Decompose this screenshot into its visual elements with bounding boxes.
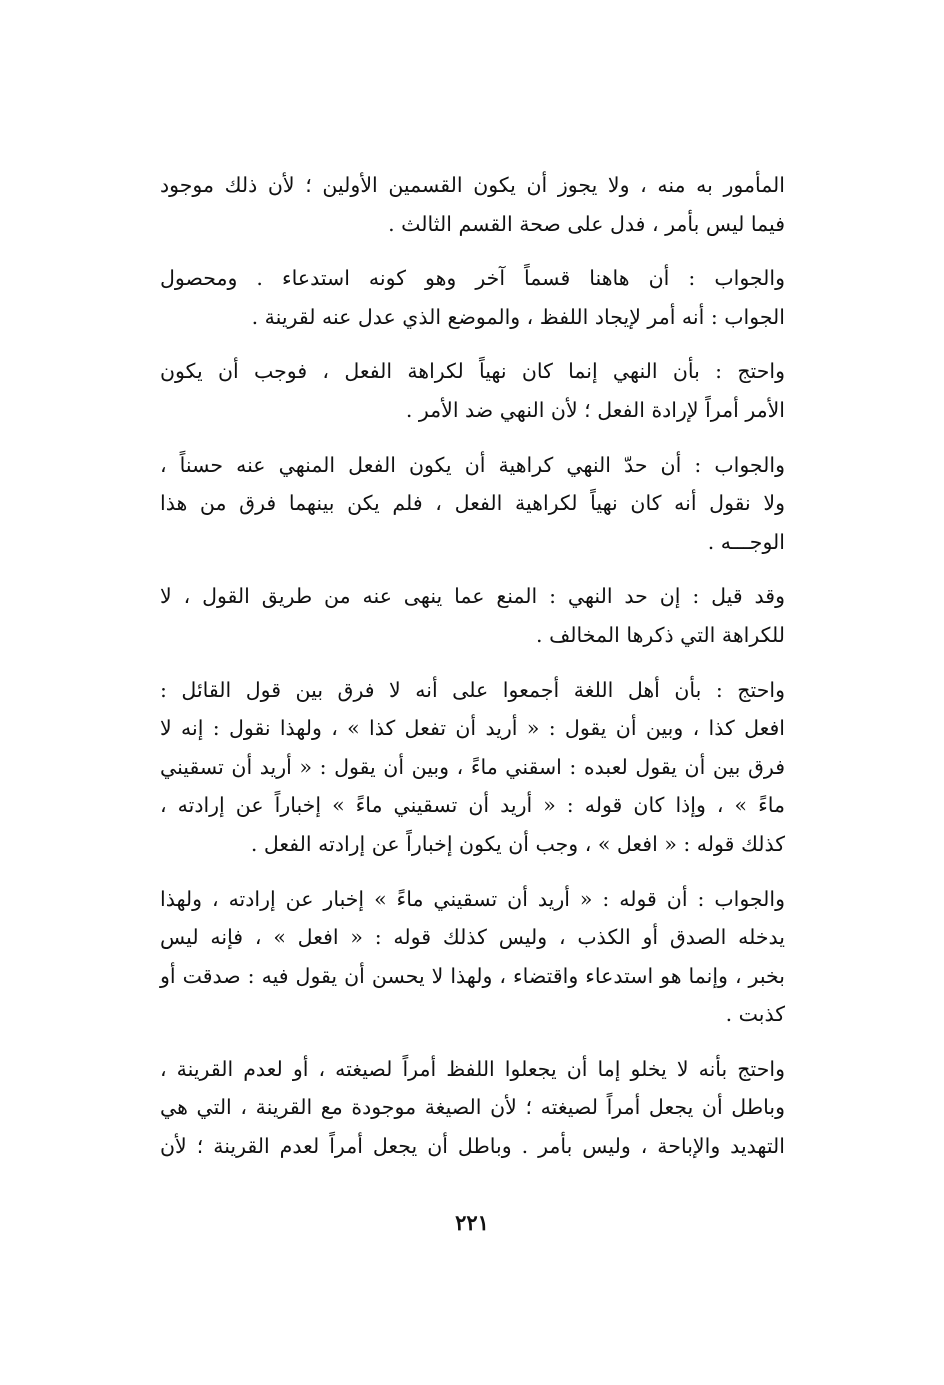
text-line: والجواب : أن قوله : « أريد أن تسقيني ماءً » إخبار عن إرادته ، ولهذا — [160, 886, 785, 911]
text-line: فرق بين أن يقول لعبده : اسقني ماءً ، وبين أن يقول : « أريد أن تسقيني — [160, 754, 785, 779]
text-line: ولا نقول أنه كان نهياً لكراهية الفعل ، فلم يكن بينهما فرق من هذا — [160, 491, 785, 516]
paragraph-4 — [160, 446, 785, 562]
paragraph-6 — [160, 671, 785, 864]
text-line: واحتج : بأن أهل اللغة أجمعوا على أنه لا فرق بين قول القائل : — [160, 677, 785, 702]
text-line: واحتج : بأن النهي إنما كان نهياً لكراهة الفعل ، فوجب أن يكون — [160, 359, 785, 384]
text-line: والجواب : أن هاهنا قسماً آخر وهو كونه استدعاء . ومحصول — [160, 266, 785, 291]
paragraph-1 — [160, 166, 785, 243]
page-number: ٢٢١ — [455, 1210, 489, 1235]
paragraph-7 — [160, 880, 785, 1034]
text-line: الجواب : أنه أمر لإيجاد اللفظ ، والموضع الذي عدل عنه لقرينة . — [251, 304, 785, 329]
text-line: التهديد والإباحة ، وليس بأمر . وباطل أن يجعل أمراً لعدم القرينة ؛ لأن — [160, 1134, 785, 1159]
text-line: كذبت . — [725, 1002, 785, 1027]
paragraph-5 — [160, 577, 785, 654]
text-line: واحتج بأنه لا يخلو إما أن يجعلوا اللفظ أمراً لصيغته ، أو لعدم القرينة ، — [160, 1056, 785, 1081]
text-line: الوجـــه . — [707, 529, 785, 554]
paragraph-2 — [160, 259, 785, 336]
text-line: للكراهة التي ذكرها المخالف . — [536, 622, 785, 647]
text-line: بخبر ، وإنما هو استدعاء واقتضاء ، ولهذا لا يحسن أن يقول فيه : صدقت أو — [160, 963, 785, 988]
text-line: المأمور به منه ، ولا يجوز أن يكون القسمين الأولين ؛ لأن ذلك موجود — [160, 173, 785, 197]
text-line: يدخله الصدق أو الكذب ، وليس كذلك قوله : « افعل » ، فإنه ليس — [160, 925, 785, 950]
text-line: الأمر أمراً لإرادة الفعل ؛ لأن النهي ضد الأمر . — [405, 397, 785, 422]
text-line: كذلك قوله : « افعل » ، وجب أن يكون إخباراً عن إرادته الفعل . — [250, 831, 785, 856]
text-line: افعل كذا ، وبين أن يقول : « أريد أن تفعل كذا » ، ولهذا نقول : إنه لا — [160, 716, 785, 741]
page-body — [160, 166, 785, 1182]
paragraph-3 — [160, 352, 785, 429]
paragraph-8 — [160, 1050, 785, 1166]
text-line: ماءً » ، وإذا كان قوله : « أريد أن تسقيني ماءً » إخباراً عن إرادته ، — [160, 793, 785, 818]
text-line: فيما ليس بأمر ، فدل على صحة القسم الثالث . — [388, 211, 785, 236]
text-line: والجواب : أن حدّ النهي كراهية أن يكون الفعل المنهي عنه حسناً ، — [160, 452, 785, 477]
text-line: وقد قيل : إن حد النهي : المنع عما ينهى عنه من طريق القول ، لا — [160, 584, 785, 609]
text-line: وباطل أن يجعل أمراً لصيغته ؛ لأن الصيغة موجودة مع القرينة ، التي هي — [160, 1095, 785, 1120]
